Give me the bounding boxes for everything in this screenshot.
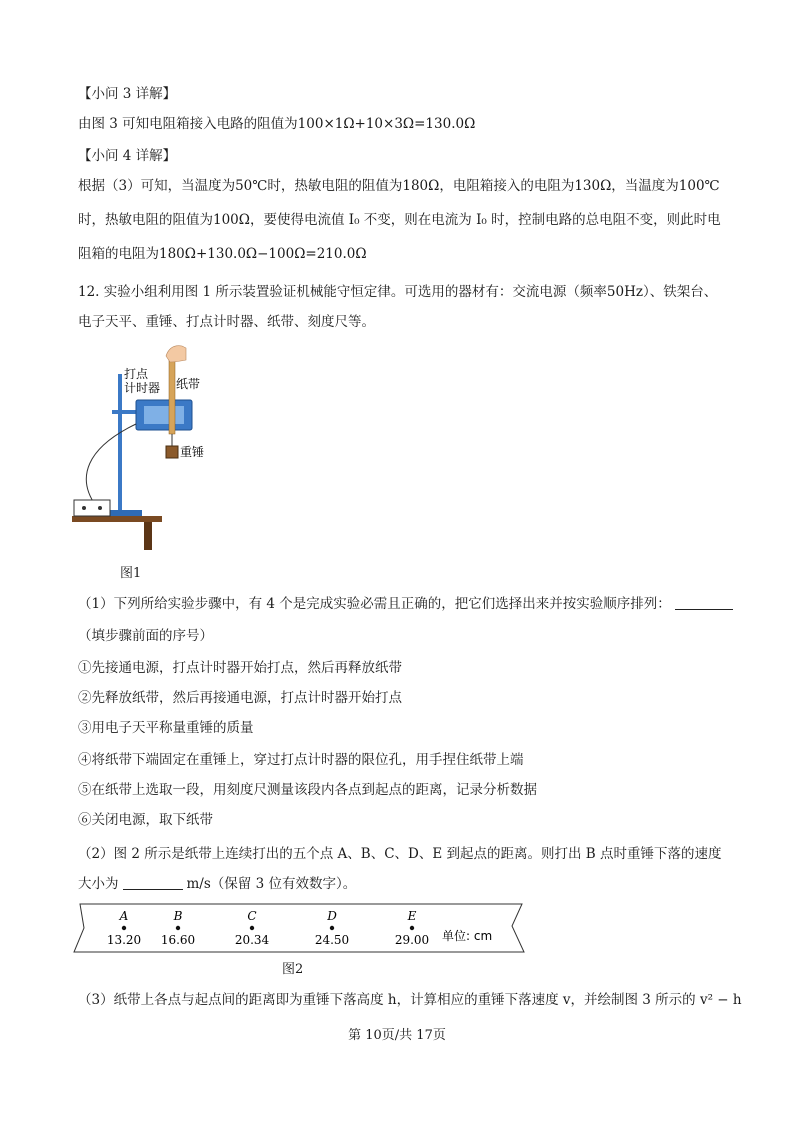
question-12-text: 电子天平、重锤、打点计时器、纸带、刻度尺等。 bbox=[78, 314, 375, 330]
step-3: ③用电子天平称量重锤的质量 bbox=[78, 720, 254, 736]
tape-outline bbox=[74, 904, 524, 952]
label-weight: 重锤 bbox=[180, 445, 205, 459]
question-12-text: 12. 实验小组利用图 1 所示装置验证机械能守恒定律。可选用的器材有：交流电源（频率50Hz）、铁架台、 bbox=[78, 284, 718, 300]
tape-point-value: 13.20 bbox=[106, 933, 142, 947]
label-timer-2: 计时器 bbox=[124, 381, 161, 395]
step-4: ④将纸带下端固定在重锤上，穿过打点计时器的限位孔，用手捏住纸带上端 bbox=[78, 752, 524, 768]
figure-1-apparatus bbox=[66, 338, 205, 558]
part-1-text bbox=[78, 594, 737, 614]
tape-point-dot bbox=[250, 926, 254, 930]
tape-point-label: A bbox=[119, 909, 129, 923]
section-heading-q4: 【小问 4 详解】 bbox=[78, 148, 177, 164]
stand-rod bbox=[118, 374, 122, 510]
weight bbox=[166, 446, 178, 458]
timer-face bbox=[144, 406, 184, 424]
tape-point-label: B bbox=[173, 909, 183, 923]
answer-blank-1[interactable] bbox=[675, 595, 733, 610]
tape-point-value: 24.50 bbox=[314, 933, 350, 947]
part-2-text: （2）图 2 所示是纸带上连续打出的五个点 A、B、C、D、E 到起点的距离。则打出 B 点时重锤下落的速度 bbox=[78, 846, 722, 862]
paper-tape bbox=[169, 352, 175, 434]
label-tape: 纸带 bbox=[176, 377, 201, 391]
tape-point-value: 29.00 bbox=[394, 933, 430, 947]
table-leg bbox=[144, 522, 152, 550]
part-2-prompt: 大小为 bbox=[78, 876, 119, 892]
hand bbox=[166, 346, 186, 362]
step-5: ⑤在纸带上选取一段，用刻度尺测量该段内各点到起点的距离，记录分析数据 bbox=[78, 782, 537, 798]
tape-point-label: E bbox=[407, 909, 417, 923]
section-heading-q3: 【小问 3 详解】 bbox=[78, 86, 177, 102]
part-1-prompt: （1）下列所给实验步骤中，有 4 个是完成实验必需且正确的，把它们选择出来并按实验顺序排列： bbox=[78, 596, 671, 612]
step-6: ⑥关闭电源，取下纸带 bbox=[78, 812, 213, 828]
part-1-hint: （填步骤前面的序号） bbox=[78, 628, 213, 644]
text-line: 时，热敏电阻的阻值为100Ω，要使得电流值 I₀ 不变，则在电流为 I₀ 时，控制电路的总电阻不变，则此时电 bbox=[78, 212, 721, 228]
text-line: 阻箱的电阻为180Ω+130.0Ω−100Ω=210.0Ω bbox=[78, 246, 367, 262]
figure-2-tape bbox=[66, 900, 536, 956]
step-2: ②先释放纸带，然后再接通电源，打点计时器开始打点 bbox=[78, 690, 402, 706]
label-timer-1: 打点 bbox=[124, 367, 149, 381]
figure-2-caption: 图2 bbox=[282, 962, 304, 977]
text-line: 由图 3 可知电阻箱接入电路的阻值为100×1Ω+10×3Ω=130.0Ω bbox=[78, 116, 476, 132]
tape-point-label: D bbox=[327, 909, 337, 923]
tape-point-value: 20.34 bbox=[234, 933, 270, 947]
tape-point-value: 16.60 bbox=[160, 933, 196, 947]
text-line: 根据（3）可知，当温度为50℃时，热敏电阻的阻值为180Ω，电阻箱接入的电阻为130Ω，当温度为100℃ bbox=[78, 178, 720, 194]
page-footer: 第 10页/共 17页 bbox=[348, 1028, 446, 1043]
tape-point-dot bbox=[122, 926, 126, 930]
tape-unit: 单位: cm bbox=[442, 929, 493, 943]
part-3-text: （3）纸带上各点与起点间的距离即为重锤下落高度 h，计算相应的重锤下落速度 v，并绘制图 3 所示的 v² − h bbox=[78, 992, 742, 1008]
tape-point-dot bbox=[176, 926, 180, 930]
answer-blank-2[interactable] bbox=[123, 875, 183, 890]
tape-point-dot bbox=[330, 926, 334, 930]
figure-1-caption: 图1 bbox=[120, 566, 142, 581]
tape-point-label: C bbox=[247, 909, 257, 923]
step-1: ①先接通电源，打点计时器开始打点，然后再释放纸带 bbox=[78, 660, 402, 676]
table-top bbox=[72, 516, 162, 522]
part-2-text-2 bbox=[78, 874, 356, 894]
power-supply bbox=[74, 500, 110, 516]
tape-point-dot bbox=[410, 926, 414, 930]
wire bbox=[86, 424, 136, 506]
part-2-unit: m/s（保留 3 位有效数字）。 bbox=[186, 876, 357, 892]
